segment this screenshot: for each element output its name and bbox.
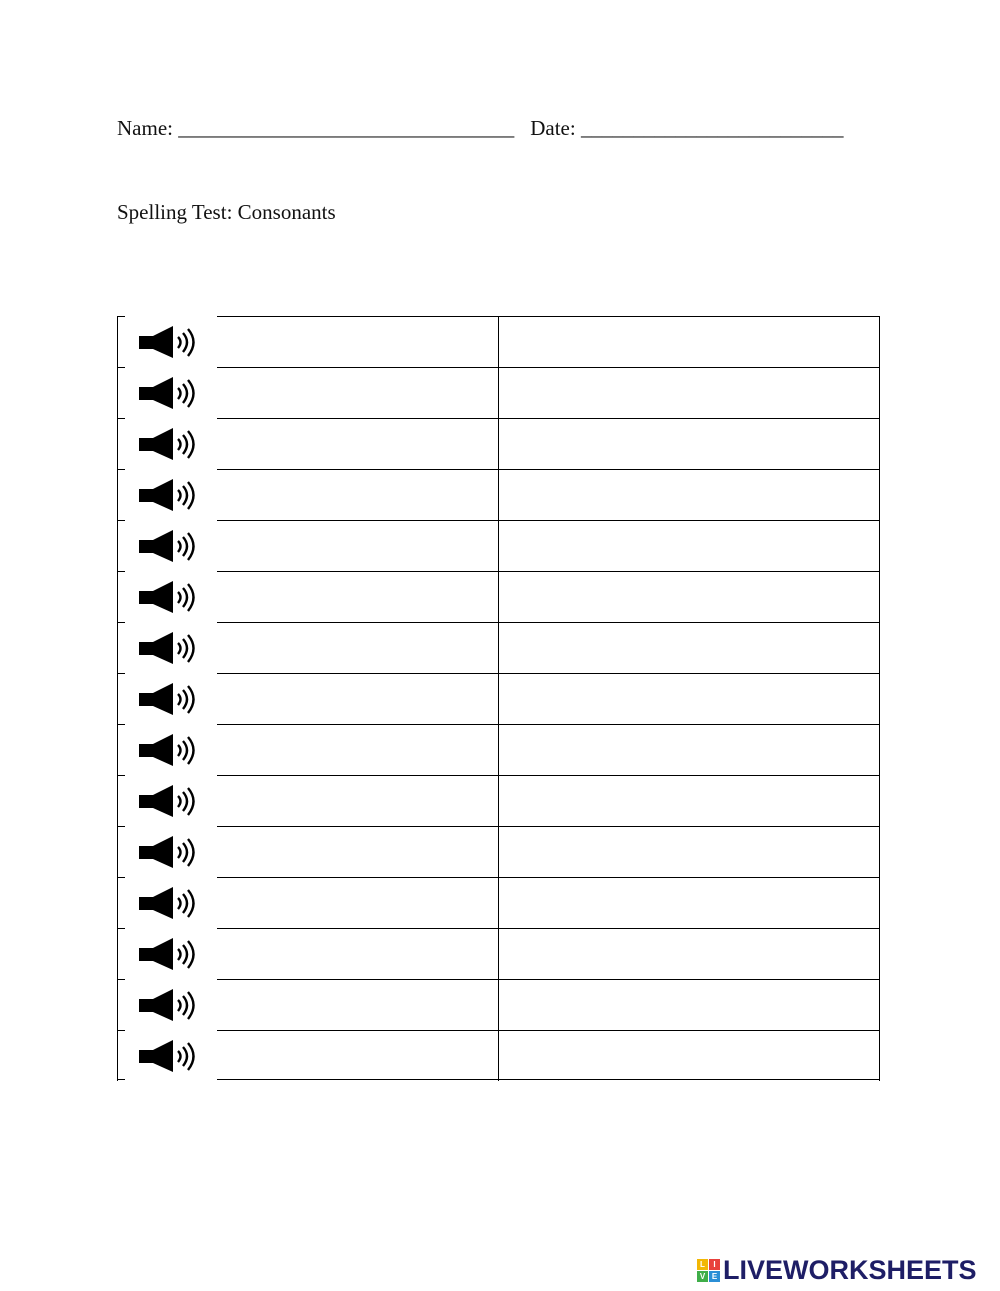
row-left-border <box>117 469 118 520</box>
table-row <box>117 724 880 775</box>
table-row <box>117 826 880 877</box>
answer-cell[interactable] <box>217 1030 498 1081</box>
answer-cell-2[interactable] <box>498 520 880 571</box>
speaker-icon[interactable] <box>139 376 205 410</box>
table-row <box>117 520 880 571</box>
row-left-tick <box>117 928 125 929</box>
answer-cell-2[interactable] <box>498 622 880 673</box>
answer-cell-2[interactable] <box>498 724 880 775</box>
speaker-icon[interactable] <box>139 631 205 665</box>
table-row <box>117 367 880 418</box>
logo-block: E <box>709 1271 720 1282</box>
answer-cell[interactable] <box>217 418 498 469</box>
speaker-icon[interactable] <box>139 529 205 563</box>
answer-cell[interactable] <box>217 469 498 520</box>
speaker-icon[interactable] <box>139 580 205 614</box>
speaker-icon[interactable] <box>139 835 205 869</box>
answer-cell[interactable] <box>217 367 498 418</box>
row-left-border <box>117 622 118 673</box>
row-left-border <box>117 979 118 1030</box>
row-left-border <box>117 1030 118 1081</box>
row-left-tick <box>117 673 125 674</box>
answer-cell-2[interactable] <box>498 316 880 367</box>
answer-cell-2[interactable] <box>498 979 880 1030</box>
answer-cell[interactable] <box>217 826 498 877</box>
row-left-tick <box>117 979 125 980</box>
row-left-border <box>117 520 118 571</box>
speaker-icon[interactable] <box>139 733 205 767</box>
logo-block: I <box>709 1259 720 1270</box>
answer-cell[interactable] <box>217 673 498 724</box>
table-row <box>117 316 880 367</box>
answer-cell[interactable] <box>217 724 498 775</box>
speaker-icon[interactable] <box>139 427 205 461</box>
table-row <box>117 622 880 673</box>
row-left-border <box>117 673 118 724</box>
answer-cell[interactable] <box>217 877 498 928</box>
speaker-icon[interactable] <box>139 325 205 359</box>
row-left-border <box>117 928 118 979</box>
answer-cell-2[interactable] <box>498 877 880 928</box>
row-left-border <box>117 775 118 826</box>
row-left-tick <box>117 571 125 572</box>
table-row <box>117 571 880 622</box>
answer-cell[interactable] <box>217 979 498 1030</box>
speaker-icon[interactable] <box>139 682 205 716</box>
logo-wordmark: LIVEWORKSHEETS <box>723 1254 977 1285</box>
answer-cell[interactable] <box>217 316 498 367</box>
answer-cell-2[interactable] <box>498 469 880 520</box>
speaker-icon[interactable] <box>139 1039 205 1073</box>
answer-cell-2[interactable] <box>498 367 880 418</box>
speaker-icon[interactable] <box>139 784 205 818</box>
row-left-tick <box>117 622 125 623</box>
name-label: Name: ________________________________ <box>117 116 515 140</box>
table-row <box>117 928 880 979</box>
answer-cell[interactable] <box>217 571 498 622</box>
table-row <box>117 418 880 469</box>
table-row <box>117 1030 880 1081</box>
table-row <box>117 877 880 928</box>
answer-cell-2[interactable] <box>498 775 880 826</box>
speaker-icon[interactable] <box>139 886 205 920</box>
row-left-tick <box>117 367 125 368</box>
date-label: Date: _________________________ <box>530 116 844 140</box>
row-left-border <box>117 418 118 469</box>
row-left-border <box>117 724 118 775</box>
answer-cell-2[interactable] <box>498 826 880 877</box>
row-left-tick <box>117 877 125 878</box>
row-left-tick <box>117 775 125 776</box>
table-row <box>117 673 880 724</box>
row-left-border <box>117 316 118 367</box>
row-left-tick <box>117 1030 125 1031</box>
row-left-tick <box>117 418 125 419</box>
answer-cell[interactable] <box>217 928 498 979</box>
answer-cell[interactable] <box>217 622 498 673</box>
spelling-grid <box>117 316 880 1080</box>
row-left-tick <box>117 520 125 521</box>
table-row <box>117 979 880 1030</box>
row-left-tick <box>117 724 125 725</box>
row-left-border <box>117 571 118 622</box>
row-left-tick <box>117 316 125 317</box>
answer-cell-2[interactable] <box>498 418 880 469</box>
row-left-border <box>117 367 118 418</box>
logo-block: L <box>697 1259 708 1270</box>
answer-cell-2[interactable] <box>498 673 880 724</box>
table-row <box>117 469 880 520</box>
row-left-tick <box>117 469 125 470</box>
answer-cell-2[interactable] <box>498 928 880 979</box>
row-left-border <box>117 877 118 928</box>
answer-cell[interactable] <box>217 775 498 826</box>
speaker-icon[interactable] <box>139 937 205 971</box>
speaker-icon[interactable] <box>139 478 205 512</box>
page-title: Spelling Test: Consonants <box>117 200 336 224</box>
row-left-tick <box>117 826 125 827</box>
liveworksheets-logo <box>697 1254 977 1286</box>
answer-cell-2[interactable] <box>498 1030 880 1081</box>
answer-cell-2[interactable] <box>498 571 880 622</box>
header-row <box>117 116 843 141</box>
logo-blocks <box>697 1259 720 1282</box>
logo-block: V <box>697 1271 708 1282</box>
answer-cell[interactable] <box>217 520 498 571</box>
table-row <box>117 775 880 826</box>
row-left-border <box>117 826 118 877</box>
speaker-icon[interactable] <box>139 988 205 1022</box>
